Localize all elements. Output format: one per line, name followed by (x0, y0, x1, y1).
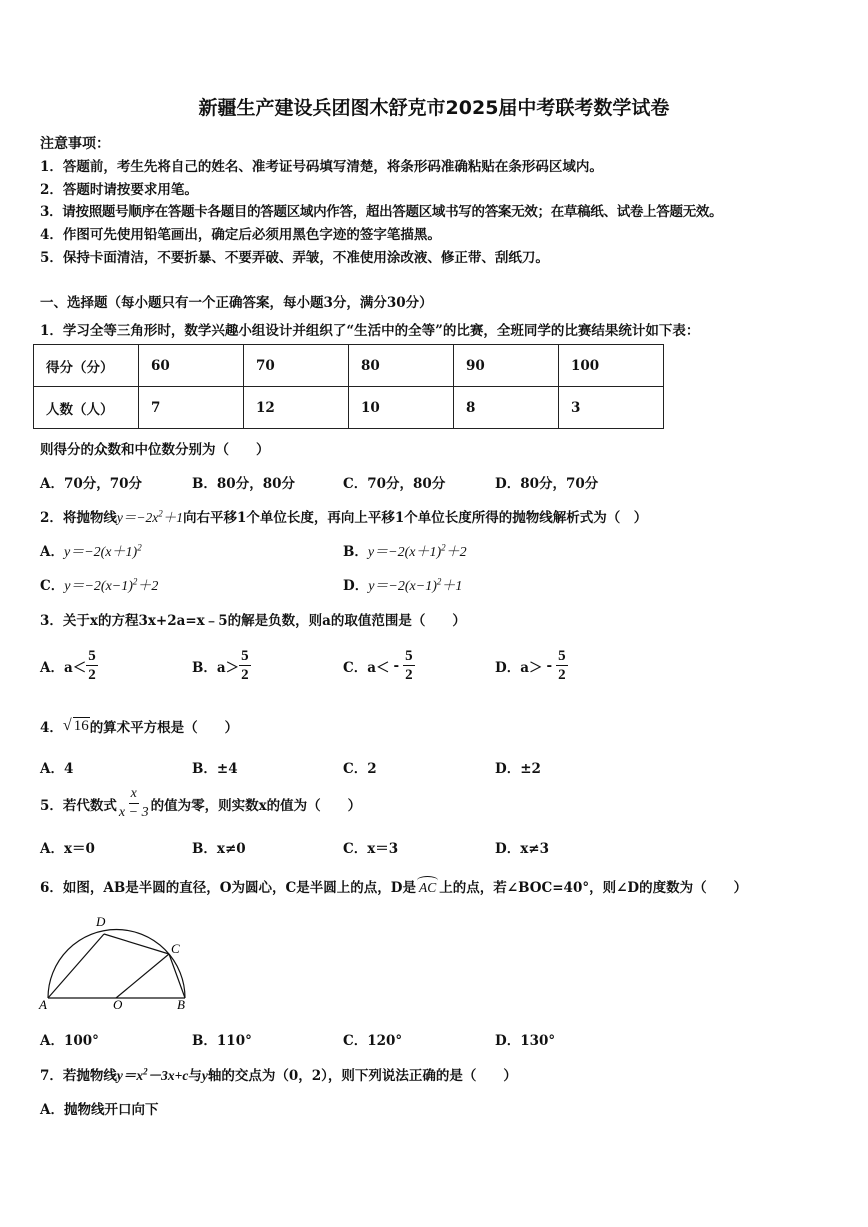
question-3-stem: 3．关于x的方程3x+2a=x﹣5的解是负数，则a的取值范围是（ ） (40, 613, 466, 629)
exponent: 2 (441, 542, 446, 553)
notice-item: 1．答题前，考生先将自己的姓名、准考证号码填写清楚，将条形码准确粘贴在条形码区域内。 (40, 159, 603, 175)
notice-item: 3．请按照题号顺序在答题卡各题目的答题区域内作答，超出答题区域书写的答案无效；在草稿纸、试卷上答题无效。 (40, 204, 723, 220)
semicircle-arc (48, 930, 185, 999)
stem-text: 的算术平方根是（ ） (89, 720, 239, 736)
stem-text: 的值为零，则实数x的值为（ ） (150, 797, 362, 814)
notice-item: 4．作图可先使用铅笔画出，确定后必须用黑色字迹的签字笔描黑。 (40, 227, 441, 243)
stem-text: 与 (188, 1068, 202, 1084)
table-cell: 100 (559, 345, 664, 387)
option-label: A． (40, 544, 64, 560)
expr: y＝−2(x＋1) (63, 545, 138, 560)
exponent: 2 (137, 542, 142, 553)
sign: - (393, 657, 400, 674)
expr-tail: ＋2 (137, 579, 159, 594)
notice-item: 2．答题时请按要求用笔。 (40, 182, 198, 198)
table-cell: 60 (139, 345, 244, 387)
semicircle-figure (38, 908, 198, 1014)
expr: y＝x (116, 1068, 144, 1083)
question-1-prompt: 则得分的众数和中位数分别为（ ） (40, 442, 270, 458)
table-cell: 7 (139, 387, 244, 429)
table-cell: 90 (454, 345, 559, 387)
chord-cb (169, 954, 185, 998)
question-4-stem (40, 716, 238, 736)
option-c[interactable]: C．x＝3 (343, 841, 399, 857)
arc-notation (416, 880, 439, 895)
question-2-stem (40, 506, 647, 526)
variable: y (201, 1068, 208, 1083)
option-label: C．a＜ (343, 659, 390, 676)
fraction (239, 647, 251, 684)
exponent: 2 (158, 508, 163, 519)
option-c[interactable]: C．2 (343, 761, 377, 777)
option-a[interactable]: A．x＝0 (40, 841, 95, 857)
radicand: 16 (73, 718, 89, 734)
table-row (34, 345, 664, 387)
option-a[interactable] (40, 540, 142, 561)
question-7-stem (40, 1064, 517, 1084)
expr: y＝−2(x＋1) (367, 545, 442, 560)
option-label: C． (40, 578, 65, 594)
denominator: x − 3 (118, 805, 149, 820)
option-d[interactable]: D．±2 (495, 761, 541, 777)
option-label: D． (343, 578, 369, 594)
expr: y＝−2(x−1) (64, 579, 133, 594)
numerator: 5 (558, 648, 566, 664)
option-d[interactable] (343, 574, 462, 595)
question-5-stem (40, 785, 361, 822)
sqrt-icon: √ (62, 717, 72, 734)
option-d[interactable]: D．130° (495, 1033, 556, 1049)
option-expr (367, 542, 467, 560)
table-cell: 12 (244, 387, 349, 429)
fraction (556, 647, 568, 684)
exponent: 2 (436, 576, 442, 587)
stem-text: 7．若抛物线 (40, 1068, 117, 1084)
table-cell: 得分（分） (34, 345, 139, 387)
table-cell: 70 (244, 345, 349, 387)
label-c: C (171, 941, 180, 956)
option-label: D．a＞ (495, 659, 543, 676)
option-c[interactable]: C．120° (343, 1033, 403, 1049)
expr-tail: ＋1 (441, 579, 463, 594)
option-a[interactable]: A．100° (40, 1033, 99, 1049)
fraction (117, 785, 151, 822)
arc-label: AC (419, 880, 437, 895)
numerator: 5 (405, 648, 413, 664)
denominator: 2 (558, 667, 566, 683)
section-heading: 一、选择题（每小题只有一个正确答案，每小题3分，满分30分） (40, 295, 433, 311)
option-d[interactable] (495, 647, 568, 684)
notice-heading: 注意事项： (40, 136, 110, 152)
stem-text: 5．若代数式 (40, 797, 117, 814)
option-a[interactable]: A．4 (40, 761, 74, 777)
fraction (86, 647, 98, 684)
option-expr (63, 542, 142, 560)
label-o: O (113, 997, 123, 1012)
option-c[interactable]: C．70分，80分 (343, 476, 446, 492)
option-d[interactable]: D．80分，70分 (495, 476, 599, 492)
question-number: 4． (40, 720, 63, 736)
option-a[interactable] (40, 647, 98, 684)
stem-text: 2．将抛物线 (40, 510, 117, 526)
table-row (34, 387, 664, 429)
denominator: 2 (241, 667, 249, 683)
option-b[interactable]: B．±4 (192, 761, 238, 777)
expr: y＝−2(x−1) (368, 579, 437, 594)
option-b[interactable]: B．80分，80分 (192, 476, 295, 492)
option-expr (368, 576, 463, 594)
option-c[interactable] (40, 574, 158, 595)
option-expr (64, 576, 159, 594)
option-a[interactable]: A．抛物线开口向下 (40, 1102, 159, 1118)
question-6-stem (40, 876, 747, 896)
exponent: 2 (132, 576, 138, 587)
radius-oc (116, 954, 169, 998)
question-1-stem: 1．学习全等三角形时，数学兴趣小组设计并组织了“生活中的全等”的比赛，全班同学的比赛结果统计如下表： (40, 323, 700, 339)
expr: y＝−2x (116, 510, 159, 525)
math-expression (117, 1068, 188, 1083)
label-b: B (177, 997, 185, 1012)
notice-item: 5．保持卡面清洁，不要折暴、不要弄破、弄皱，不准使用涂改液、修正带、刮纸刀。 (40, 250, 549, 266)
option-label: B． (343, 544, 368, 560)
label-a: A (39, 997, 47, 1012)
numerator: x (129, 785, 139, 804)
stem-text: 轴的交点为（0，2），则下列说法正确的是（ ） (207, 1068, 517, 1084)
score-table (33, 344, 664, 429)
option-c[interactable] (343, 647, 415, 684)
math-expression (117, 510, 183, 525)
page-title: 新疆生产建设兵团图木舒克市2025届中考联考数学试卷 (198, 97, 670, 119)
option-label: A．a＜ (40, 659, 87, 676)
table-cell: 3 (559, 387, 664, 429)
denominator: 2 (88, 667, 96, 683)
stem-text: 向右平移1个单位长度，再向上平移1个单位长度所得的抛物线解析式为（ ） (183, 510, 648, 526)
table-cell: 人数（人） (34, 387, 139, 429)
expr-tail: ＋1 (162, 510, 183, 525)
numerator: 5 (241, 648, 249, 664)
arc-icon (417, 876, 438, 885)
fraction (403, 647, 415, 684)
table-cell: 8 (454, 387, 559, 429)
option-b[interactable] (343, 540, 467, 561)
option-b[interactable] (192, 647, 251, 684)
option-a[interactable]: A．70分，70分 (40, 476, 143, 492)
sign: - (546, 657, 553, 674)
table-cell: 80 (349, 345, 454, 387)
denominator: 2 (405, 667, 413, 683)
option-b[interactable]: B．x≠0 (192, 841, 246, 857)
exponent: 2 (143, 1066, 148, 1077)
label-d: D (96, 914, 106, 929)
option-b[interactable]: B．110° (192, 1033, 252, 1049)
expr-tail: ＋2 (445, 545, 467, 560)
option-label: B．a＞ (192, 659, 240, 676)
stem-text: 6．如图，AB是半圆的直径，O为圆心，C是半圆上的点，D是 (40, 880, 416, 896)
expr-tail: －3x+c (147, 1068, 189, 1083)
table-cell: 10 (349, 387, 454, 429)
numerator: 5 (88, 648, 96, 664)
option-d[interactable]: D．x≠3 (495, 841, 549, 857)
stem-text: 上的点，若∠BOC=40°，则∠D的度数为（ ） (439, 880, 748, 896)
